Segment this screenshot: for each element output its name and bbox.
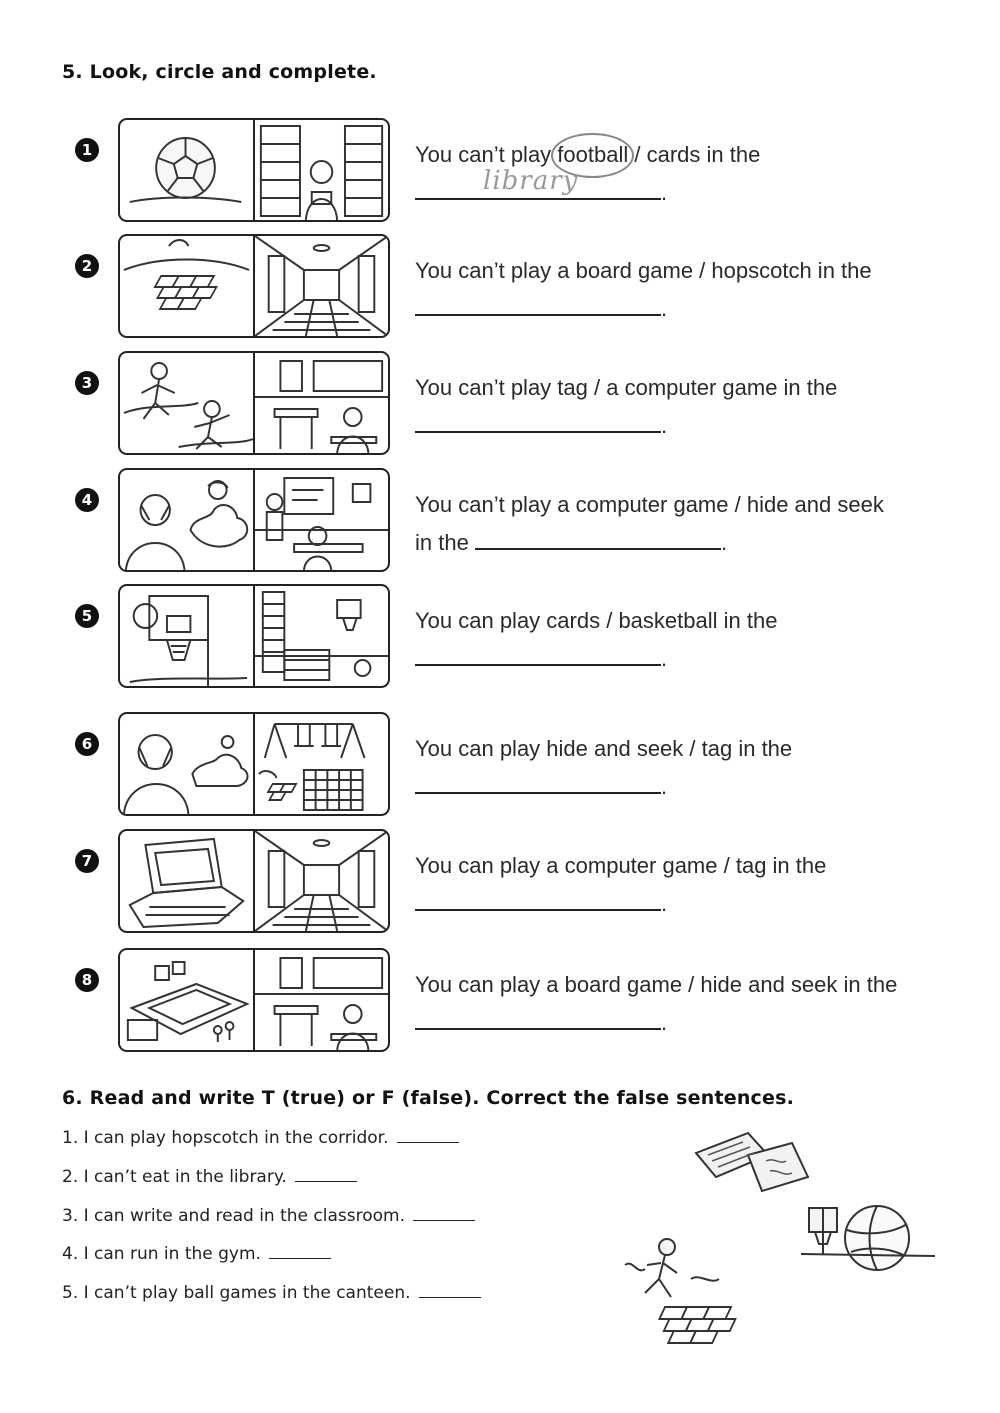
true-false-item [62,1128,459,1148]
picture-pair [118,118,390,222]
option-separator: / [682,972,701,997]
answer-blank[interactable] [415,642,661,666]
canteen-scene-icon [253,353,388,453]
canteen-scene-icon [253,950,388,1050]
hopscotch-icon [120,236,253,336]
answer-blank[interactable] [415,770,661,794]
option-separator: / [683,736,702,761]
sentence: You can’t play tag / a computer game in the . [415,375,838,438]
sentence-tail: in the [415,530,469,555]
gym-scene-icon [253,586,388,686]
sentence-start: You can’t play [415,142,558,167]
true-false-blank[interactable] [413,1220,475,1221]
exercise-row [70,234,970,340]
answer-blank[interactable] [415,166,661,200]
option-separator: / [693,258,712,283]
sentence: You can play cards / basketball in the . [415,608,778,671]
ball-and-hoop-icon [795,1198,940,1276]
option-2[interactable]: tag in the [735,853,827,878]
answer-text: library [483,166,579,196]
playground-scene-icon [253,714,388,814]
true-false-sentence: 2. I can’t eat in the library. [62,1167,287,1187]
item-number: 4 [75,488,99,512]
exercise-row [70,468,970,574]
true-false-blank[interactable] [269,1258,331,1259]
item-number: 5 [75,604,99,628]
true-false-blank[interactable] [397,1142,459,1143]
true-false-item [62,1283,481,1303]
sentence: You can’t play a computer game / hide and seek in the . [415,492,884,555]
laptop-icon [120,831,253,931]
exercise-row [70,712,970,818]
sentence-start: You can’t play [415,375,558,400]
board-game-icon [120,950,253,1050]
item-number: 1 [75,138,99,162]
true-false-blank[interactable] [295,1181,357,1182]
playing-cards-icon [688,1125,818,1197]
sentence: You can play a board game / hide and seek in the . [415,972,898,1035]
item-number: 3 [75,371,99,395]
picture-pair [118,712,390,816]
option-separator: / [600,608,619,633]
exercise-row [70,584,970,690]
option-1[interactable]: tag [557,375,588,400]
option-2[interactable]: a computer game in the [606,375,838,400]
basketball-hoop-icon [120,586,253,686]
item-number: 7 [75,849,99,873]
exercise-row [70,118,970,224]
answer-blank[interactable] [415,887,661,911]
item-number: 8 [75,968,99,992]
picture-pair [118,829,390,933]
option-1[interactable]: a board game [557,258,694,283]
sentence-start: You can play [415,972,547,997]
option-2[interactable]: basketball in the [618,608,778,633]
true-false-item [62,1244,331,1264]
option-2[interactable]: tag in the [701,736,793,761]
true-false-blank[interactable] [419,1297,481,1298]
option-1[interactable]: a computer game [546,853,718,878]
hiding-child-icon [120,714,253,814]
tag-children-icon [120,353,253,453]
section-5-title: 5. Look, circle and complete. [62,61,377,83]
football-icon [120,120,253,220]
hopscotch-child-icon [615,1235,765,1350]
sentence: You can play hide and seek / tag in the . [415,736,793,799]
option-1[interactable]: hide and seek [546,736,684,761]
sentence-start: You can’t play [415,258,558,283]
exercise-row [70,829,970,935]
option-2[interactable]: cards in the [646,142,761,167]
sentence-start: You can’t play [415,492,558,517]
true-false-sentence: 4. I can run in the gym. [62,1244,261,1264]
sentence: You can play a computer game / tag in the . [415,853,827,916]
exercise-row [70,948,970,1054]
answer-blank[interactable] [415,409,661,433]
true-false-item [62,1206,475,1226]
hide-and-seek-icon [120,470,253,570]
option-separator: / [728,492,747,517]
true-false-sentence: 1. I can play hopscotch in the corridor. [62,1128,389,1148]
picture-pair [118,584,390,688]
library-scene-icon [253,120,388,220]
picture-pair [118,351,390,455]
exercise-row [70,351,970,457]
true-false-item [62,1167,357,1187]
corridor-scene-icon [253,831,388,931]
item-number: 2 [75,254,99,278]
true-false-sentence: 5. I can’t play ball games in the canteen. [62,1283,411,1303]
sentence: You can’t play football / cards in the library . [415,136,975,212]
option-1[interactable]: a board game [546,972,683,997]
picture-pair [118,234,390,338]
sentence: You can’t play a board game / hopscotch in the . [415,258,872,321]
classroom-scene-icon [253,470,388,570]
option-2[interactable]: hide and seek [746,492,884,517]
option-separator: / [628,142,647,167]
option-2[interactable]: hide and seek in the [700,972,898,997]
option-1[interactable]: football [557,136,628,174]
answer-blank[interactable] [415,1006,661,1030]
true-false-sentence: 3. I can write and read in the classroom. [62,1206,405,1226]
option-separator: / [587,375,607,400]
corridor-scene-icon [253,236,388,336]
option-separator: / [717,853,736,878]
item-number: 6 [75,732,99,756]
option-1[interactable]: cards [546,608,601,633]
sentence-start: You can play [415,608,547,633]
answer-blank[interactable] [415,292,661,316]
sentence-start: You can play [415,736,547,761]
sentence-start: You can play [415,853,547,878]
option-2[interactable]: hopscotch in the [711,258,872,283]
option-1[interactable]: a computer game [557,492,729,517]
picture-pair [118,948,390,1052]
answer-blank[interactable] [475,526,721,550]
section-6-title: 6. Read and write T (true) or F (false). Correct the false sentences. [62,1087,795,1109]
picture-pair [118,468,390,572]
